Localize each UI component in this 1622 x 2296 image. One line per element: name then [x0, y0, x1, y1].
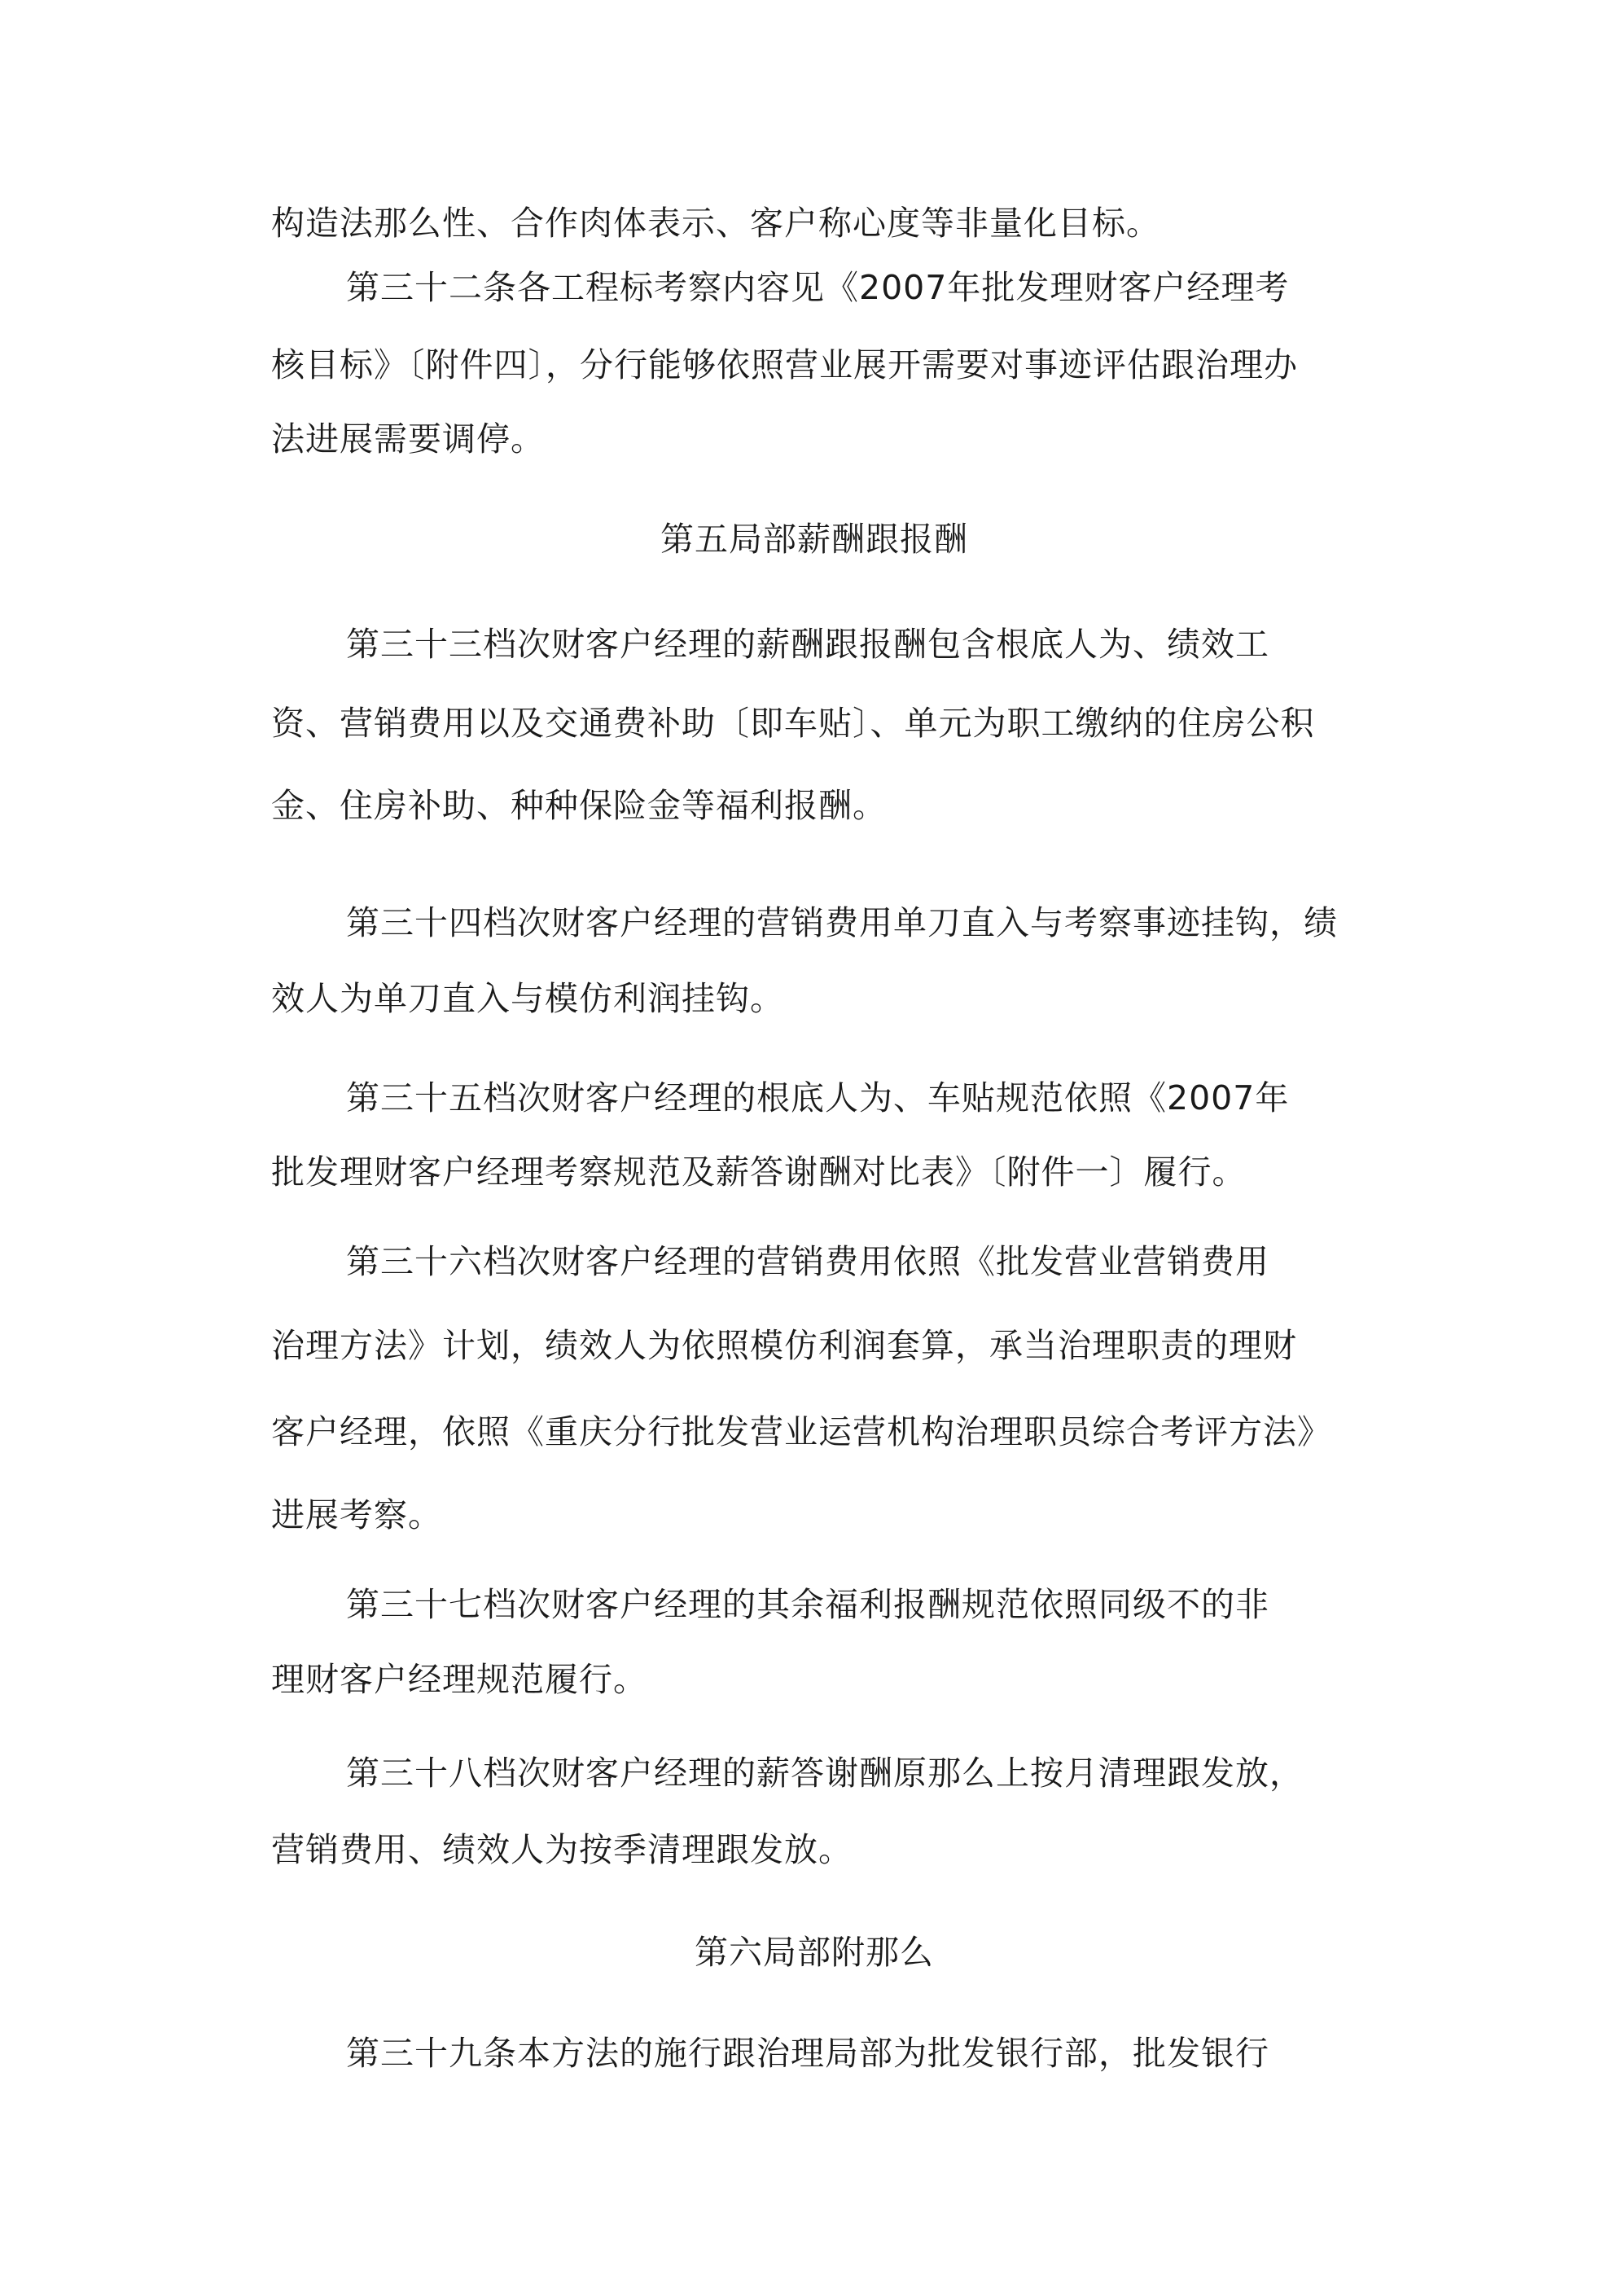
article-36-line-3: 客户经理，依照《重庆分行批发营业运营机构治理职员综合考评方法》	[271, 1412, 1331, 1451]
article-34-line-2: 效人为单刀直入与模仿利润挂钩。	[271, 979, 784, 1018]
article-38-line-2: 营销费用、绩效人为按季清理跟发放。	[271, 1830, 853, 1869]
article-32-line-1: 第三十二条各工程标考察内容见《2007年批发理财客户经理考	[346, 268, 1290, 307]
paragraph-line: 构造法那么性、合作肉体表示、客户称心度等非量化目标。	[271, 204, 1160, 243]
article-36-line-4: 进展考察。	[271, 1495, 442, 1534]
article-36-line-1: 第三十六档次财客户经理的营销费用依照《批发营业营销费用	[346, 1242, 1269, 1281]
article-33-line-3: 金、住房补助、种种保险金等福利报酬。	[271, 786, 887, 825]
article-35-line-1: 第三十五档次财客户经理的根底人为、车贴规范依照《2007年	[346, 1078, 1290, 1117]
article-38-line-1: 第三十八档次财客户经理的薪答谢酬原那么上按月清理跟发放，	[346, 1754, 1304, 1793]
article-32-line-3: 法进展需要调停。	[271, 419, 545, 459]
article-37-line-2: 理财客户经理规范履行。	[271, 1660, 647, 1699]
section-6-heading: 第六局部附那么	[695, 1933, 934, 1972]
article-39-line-1: 第三十九条本方法的施行跟治理局部为批发银行部，批发银行	[346, 2034, 1269, 2073]
article-33-line-2: 资、营销费用以及交通费补助〔即车贴〕、单元为职工缴纳的住房公积	[271, 704, 1315, 743]
article-37-line-1: 第三十七档次财客户经理的其余福利报酬规范依照同级不的非	[346, 1585, 1269, 1624]
article-34-line-1: 第三十四档次财客户经理的营销费用单刀直入与考察事迹挂钩，绩	[346, 903, 1338, 942]
section-5-heading: 第五局部薪酬跟报酬	[660, 520, 968, 559]
article-36-line-2: 治理方法》计划，绩效人为依照模仿利润套算，承当治理职责的理财	[271, 1326, 1297, 1365]
article-33-line-1: 第三十三档次财客户经理的薪酬跟报酬包含根底人为、绩效工	[346, 625, 1269, 664]
article-32-line-2: 核目标》〔附件四〕，分行能够依照营业展开需要对事迹评估跟治理办	[271, 345, 1298, 384]
article-35-line-2: 批发理财客户经理考察规范及薪答谢酬对比表》〔附件一〕履行。	[271, 1152, 1247, 1192]
